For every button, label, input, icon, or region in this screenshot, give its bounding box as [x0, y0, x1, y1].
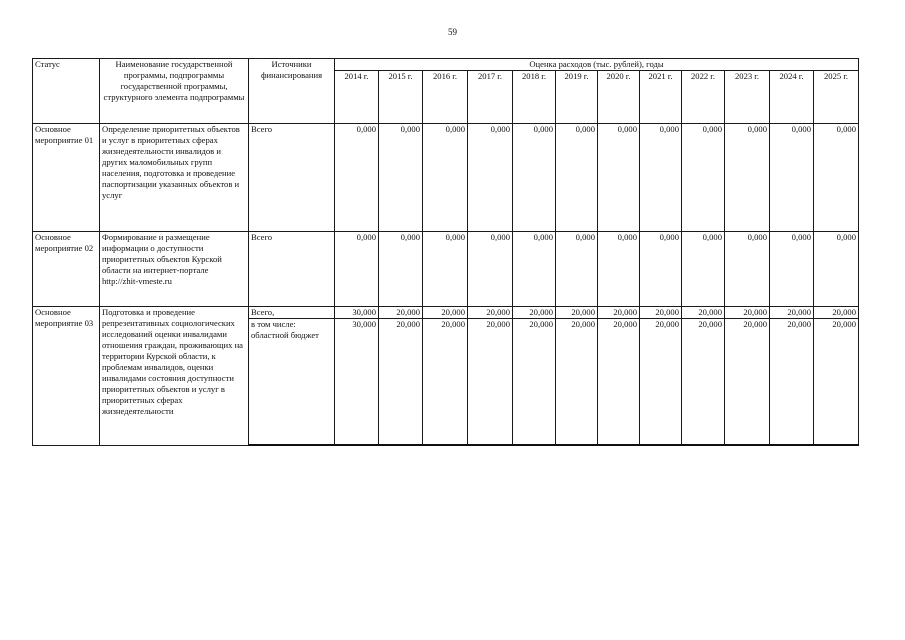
year-header: 2022 г. [682, 71, 725, 124]
value-cell: 20,000 [725, 319, 770, 446]
row-status: Основное мероприятие 03 [33, 307, 100, 446]
table-row [33, 124, 859, 232]
header-row [33, 59, 859, 71]
value-cell: 20,000 [556, 307, 598, 319]
value-cell: 30,000 [335, 319, 379, 446]
table-row [33, 307, 859, 319]
value-cell: 0,000 [682, 232, 725, 307]
budget-table [32, 58, 859, 446]
row-name: Определение приоритетных объектов и услуг в приоритетных сферах жизнедеятельности инвалидов и других маломобильных групп населения, подготовка и проведение паспортизации указанных объектов и услуг [100, 124, 249, 232]
value-cell: 20,000 [513, 307, 556, 319]
value-cell: 0,000 [513, 124, 556, 232]
value-cell: 20,000 [556, 319, 598, 446]
value-cell: 0,000 [423, 124, 468, 232]
table-row [33, 232, 859, 307]
row-status: Основное мероприятие 01 [33, 124, 100, 232]
header-status: Статус [33, 59, 100, 124]
row-status: Основное мероприятие 02 [33, 232, 100, 307]
year-header: 2018 г. [513, 71, 556, 124]
value-cell: 20,000 [598, 307, 640, 319]
value-cell: 20,000 [598, 319, 640, 446]
value-cell: 0,000 [423, 232, 468, 307]
value-cell: 0,000 [556, 232, 598, 307]
value-cell: 20,000 [379, 319, 423, 446]
value-cell: 0,000 [468, 124, 513, 232]
value-cell: 20,000 [379, 307, 423, 319]
value-cell: 20,000 [682, 319, 725, 446]
year-header: 2025 г. [814, 71, 859, 124]
page-number: 59 [448, 27, 457, 37]
year-header: 2016 г. [423, 71, 468, 124]
year-header: 2019 г. [556, 71, 598, 124]
year-header: 2023 г. [725, 71, 770, 124]
row-sub-source: в том числе: областной бюджет [249, 319, 335, 446]
value-cell: 20,000 [770, 319, 814, 446]
value-cell: 0,000 [556, 124, 598, 232]
value-cell: 20,000 [770, 307, 814, 319]
year-header: 2024 г. [770, 71, 814, 124]
value-cell: 20,000 [640, 319, 682, 446]
value-cell: 20,000 [682, 307, 725, 319]
value-cell: 0,000 [770, 232, 814, 307]
header-program-name: Наименование государственной программы, подпрограммы государственной программы, структурного элемента подпрограммы [100, 59, 249, 124]
header-sources: Источники финансирования [249, 59, 335, 124]
value-cell: 0,000 [379, 124, 423, 232]
row-source: Всего [249, 232, 335, 307]
row-source: Всего, [249, 307, 335, 319]
header-expenses: Оценка расходов (тыс. рублей), годы [335, 59, 859, 71]
value-cell: 0,000 [513, 232, 556, 307]
year-header: 2017 г. [468, 71, 513, 124]
value-cell: 20,000 [468, 307, 513, 319]
value-cell: 20,000 [423, 319, 468, 446]
value-cell: 0,000 [725, 232, 770, 307]
value-cell: 20,000 [468, 319, 513, 446]
value-cell: 20,000 [513, 319, 556, 446]
value-cell: 0,000 [682, 124, 725, 232]
value-cell: 20,000 [814, 319, 859, 446]
value-cell: 0,000 [335, 232, 379, 307]
value-cell: 20,000 [640, 307, 682, 319]
value-cell: 0,000 [598, 124, 640, 232]
value-cell: 20,000 [423, 307, 468, 319]
value-cell: 0,000 [468, 232, 513, 307]
row-source: Всего [249, 124, 335, 232]
value-cell: 0,000 [814, 124, 859, 232]
value-cell: 20,000 [814, 307, 859, 319]
value-cell: 20,000 [725, 307, 770, 319]
value-cell: 30,000 [335, 307, 379, 319]
value-cell: 0,000 [814, 232, 859, 307]
year-header: 2014 г. [335, 71, 379, 124]
row-name: Формирование и размещение информации о доступности приоритетных объектов Курской области на интернет-портале http://zhit-vmeste.ru [100, 232, 249, 307]
value-cell: 0,000 [770, 124, 814, 232]
year-header: 2021 г. [640, 71, 682, 124]
value-cell: 0,000 [335, 124, 379, 232]
row-name: Подготовка и проведение репрезентативных социологических исследований оценки инвалидами отношения граждан, проживающих на территории Курской области, к проблемам инвалидов, оценки инвалидами состояния доступности приоритетных объектов и услуг в приоритетных сферах жизнедеятельности [100, 307, 249, 446]
value-cell: 0,000 [379, 232, 423, 307]
value-cell: 0,000 [640, 124, 682, 232]
value-cell: 0,000 [725, 124, 770, 232]
value-cell: 0,000 [640, 232, 682, 307]
value-cell: 0,000 [598, 232, 640, 307]
year-header: 2020 г. [598, 71, 640, 124]
year-header: 2015 г. [379, 71, 423, 124]
